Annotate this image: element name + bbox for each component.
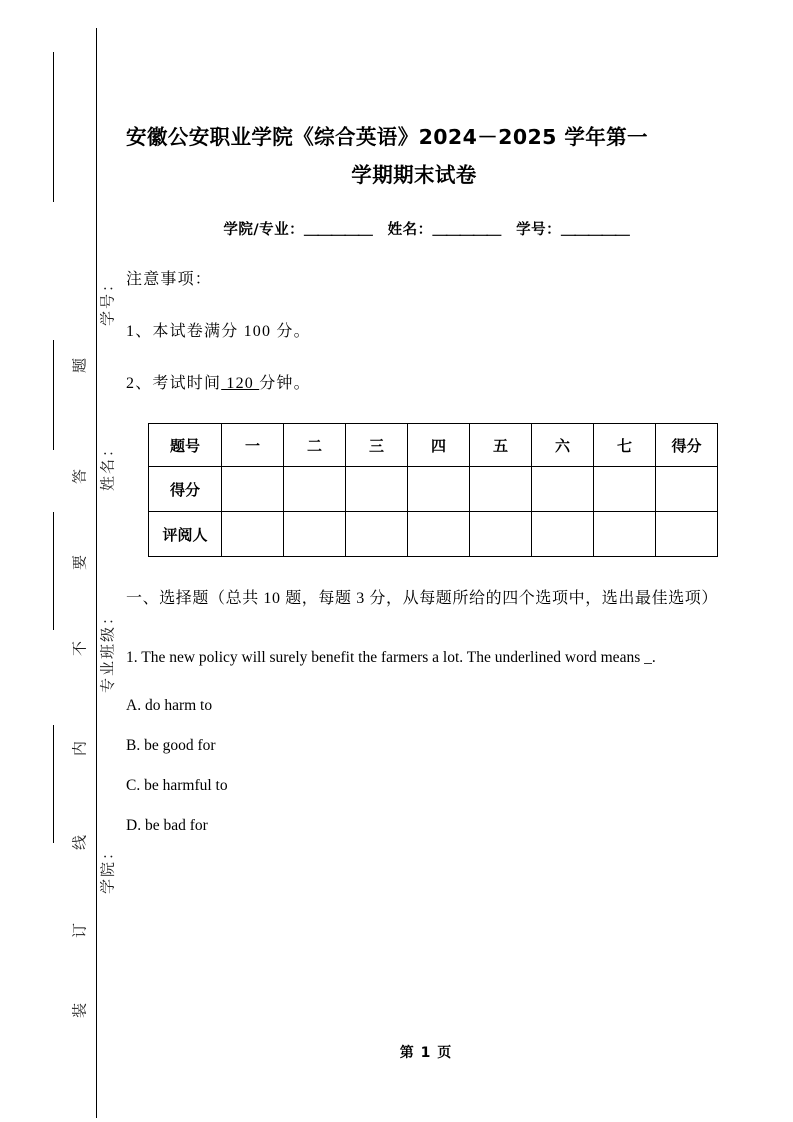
seal-line-margin	[0, 0, 117, 1122]
name-blank[interactable]: ＿＿＿＿＿	[432, 222, 501, 238]
table-row	[149, 512, 718, 557]
table-cell[interactable]	[284, 512, 346, 557]
college-major-blank[interactable]: ＿＿＿＿＿	[304, 222, 372, 238]
student-info-fields	[126, 218, 726, 239]
table-cell: 七	[594, 424, 656, 467]
seal-divider-dash	[53, 52, 54, 202]
section-heading-multiple-choice: 一、选择题（总共 10 题，每题 3 分，从每题所给的四个选项中，选出最佳选项）	[126, 590, 719, 607]
page-title	[126, 0, 726, 194]
table-cell[interactable]	[222, 512, 284, 557]
seal-char-zhuang: 装	[72, 1003, 89, 1019]
table-cell[interactable]	[656, 467, 718, 512]
table-cell[interactable]	[346, 467, 408, 512]
table-cell: 得分	[656, 424, 718, 467]
table-cell: 六	[532, 424, 594, 467]
notice-item-1: 1、本试卷满分 100 分。	[126, 323, 311, 340]
seal-char-yao: 要	[72, 555, 89, 571]
seal-char-nei: 内	[72, 741, 89, 757]
table-cell[interactable]	[532, 467, 594, 512]
seal-label-major-class: 专业班级：	[100, 608, 117, 694]
table-cell[interactable]	[470, 467, 532, 512]
seal-char-xian: 线	[72, 835, 89, 851]
seal-label-college: 学院：	[100, 843, 117, 895]
table-cell[interactable]	[656, 512, 718, 557]
page-number-footer: 第 1 页	[399, 1045, 453, 1061]
table-cell[interactable]	[284, 467, 346, 512]
notice-item-2	[126, 343, 726, 395]
seal-label-student-id: 学号：	[100, 275, 117, 327]
table-row-header: 题号	[149, 424, 222, 467]
seal-divider-dash	[53, 340, 54, 450]
table-cell[interactable]	[532, 512, 594, 557]
table-cell: 五	[470, 424, 532, 467]
table-row	[149, 467, 718, 512]
table-row-header: 评阅人	[149, 512, 222, 557]
seal-divider-dash	[53, 725, 54, 843]
score-table-container	[126, 423, 726, 557]
seal-divider-dash	[53, 512, 54, 630]
name-label: 姓名：	[387, 222, 433, 238]
student-id-blank[interactable]: ＿＿＿＿＿	[561, 222, 629, 238]
student-id-label: 学号：	[516, 222, 562, 238]
question-1-option-d[interactable]: D. be bad for	[126, 817, 208, 834]
table-cell[interactable]	[408, 512, 470, 557]
seal-label-name: 姓名：	[100, 440, 117, 492]
table-row	[149, 424, 718, 467]
seal-char-ding: 订	[72, 923, 89, 939]
table-cell: 三	[346, 424, 408, 467]
table-cell[interactable]	[408, 467, 470, 512]
seal-char-da: 答	[72, 469, 89, 485]
exam-paper-body	[126, 0, 726, 839]
notice-heading: 注意事项：	[126, 271, 213, 288]
exam-duration-value: 120	[221, 375, 260, 392]
question-1-option-c[interactable]: C. be harmful to	[126, 777, 228, 794]
notice-item-2-suffix: 分钟。	[259, 375, 311, 392]
seal-char-ti: 题	[72, 358, 89, 374]
table-cell[interactable]	[470, 512, 532, 557]
table-cell[interactable]	[222, 467, 284, 512]
exam-title-line-2: 学期期末试卷	[351, 163, 477, 187]
table-cell[interactable]	[346, 512, 408, 557]
table-cell: 一	[222, 424, 284, 467]
table-row-header: 得分	[149, 467, 222, 512]
exam-title-line-1: 安徽公安职业学院《综合英语》2024－2025 学年第一	[126, 125, 648, 149]
question-1-option-b[interactable]: B. be good for	[126, 737, 216, 754]
table-cell[interactable]	[594, 467, 656, 512]
college-major-label: 学院/专业：	[223, 222, 305, 238]
seal-char-bu: 不	[72, 641, 89, 657]
table-cell: 四	[408, 424, 470, 467]
notice-item-2-prefix: 2、考试时间	[126, 375, 222, 392]
question-1-option-a[interactable]: A. do harm to	[126, 697, 213, 714]
score-table	[148, 423, 718, 557]
table-cell: 二	[284, 424, 346, 467]
question-1-stem: 1. The new policy will surely benefit the farmers a lot. The underlined word means _.	[126, 649, 656, 666]
table-cell[interactable]	[594, 512, 656, 557]
